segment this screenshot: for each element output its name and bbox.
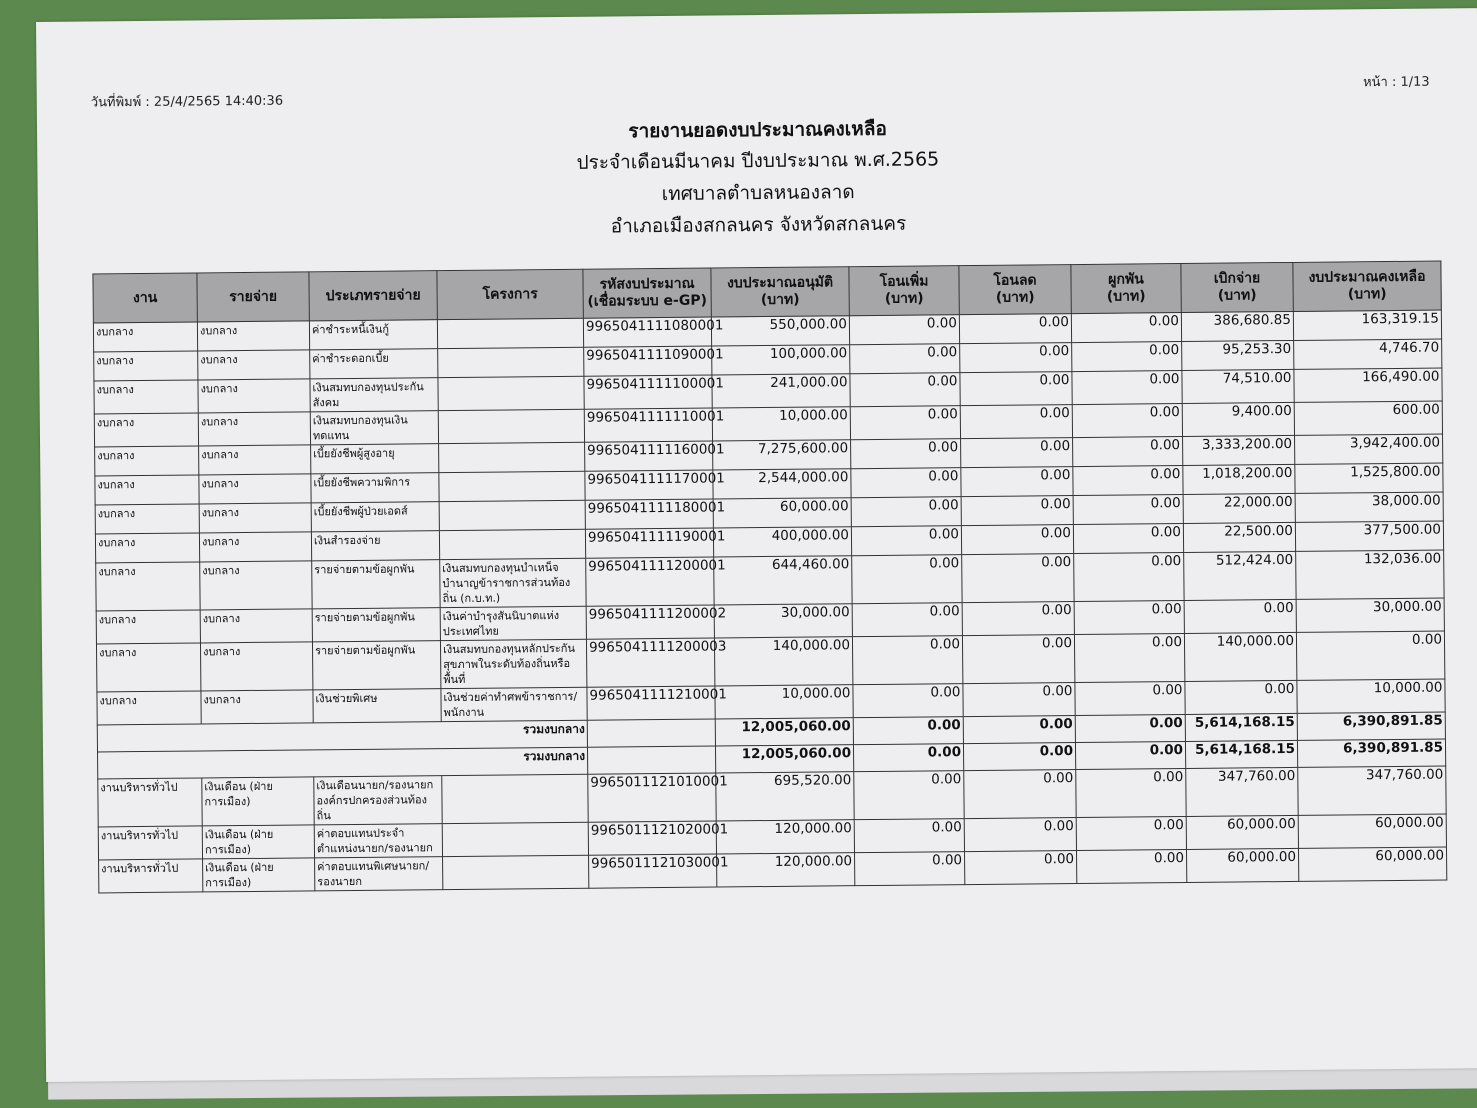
amount-cell: 1,018,200.00 [1183, 464, 1295, 494]
table-cell: งบกลาง [95, 504, 199, 534]
amount-cell: 0.00 [961, 496, 1073, 526]
budget-table [92, 261, 1447, 894]
amount-cell: 0.00 [960, 343, 1072, 373]
print-date: วันที่พิมพ์ : 25/4/2565 14:40:36 [90, 93, 284, 111]
column-header: โอนลด (บาท) [959, 265, 1071, 315]
total-label: รวมงบกลาง [98, 747, 588, 779]
table-cell: ค่าชำระหนี้เงินกู้ [309, 320, 437, 350]
total-value: 6,390,891.85 [1297, 712, 1445, 740]
amount-cell: 30,000.00 [1296, 598, 1444, 632]
amount-cell: 10,000.00 [715, 685, 853, 719]
amount-cell: 377,500.00 [1295, 521, 1443, 551]
total-value: 0.00 [963, 716, 1075, 744]
budget-code-cell: 9965041111090001 [584, 346, 712, 376]
amount-cell: 0.00 [961, 525, 1073, 555]
amount-cell: 0.00 [961, 467, 1073, 497]
amount-cell: 347,760.00 [1298, 766, 1446, 815]
amount-cell: 0.00 [852, 636, 962, 685]
table-cell: งานบริหารทั่วไป [98, 826, 202, 860]
table-cell [439, 500, 585, 530]
table-cell: งบกลาง [199, 503, 311, 533]
amount-cell: 166,490.00 [1294, 368, 1442, 402]
table-cell [437, 318, 583, 348]
amount-cell: 0.00 [1073, 524, 1183, 554]
amount-cell: 0.00 [1072, 404, 1182, 438]
table-cell: งบกลาง [199, 532, 311, 562]
table-cell: งบกลาง [96, 610, 200, 644]
amount-cell: 0.00 [1077, 849, 1187, 883]
table-cell: เงินเดือน (ฝ่ายการเมือง) [203, 858, 315, 892]
report-organization: เทศบาลตำบลหนองลาด [661, 181, 855, 206]
table-cell: เงินสมทบกองทุนประกันสังคม [310, 378, 438, 412]
amount-cell: 550,000.00 [711, 316, 849, 346]
column-header: งบประมาณคงเหลือ (บาท) [1293, 261, 1441, 311]
table-cell: งบกลาง [95, 446, 199, 476]
column-header: โครงการ [437, 269, 583, 319]
column-header: ผูกพัน (บาท) [1071, 264, 1181, 314]
amount-cell: 0.00 [852, 555, 962, 604]
amount-cell: 74,510.00 [1182, 369, 1294, 403]
table-cell: งบกลาง [94, 380, 198, 414]
table-cell: เงินสำรองจ่าย [311, 531, 439, 561]
amount-cell: 140,000.00 [714, 637, 852, 686]
amount-cell: 0.00 [1073, 466, 1183, 496]
table-cell: งบกลาง [200, 561, 312, 610]
table-cell: งบกลาง [198, 412, 310, 446]
amount-cell: 0.00 [850, 406, 960, 440]
total-value: 12,005,060.00 [715, 745, 853, 773]
total-value: 12,005,060.00 [715, 718, 853, 746]
amount-cell: 695,520.00 [716, 772, 854, 821]
amount-cell: 9,400.00 [1182, 402, 1294, 436]
amount-cell: 22,000.00 [1183, 493, 1295, 523]
budget-code-cell: 9965041111200002 [586, 605, 714, 639]
table-cell: เงินสมทบกองทุนบำเหน็จบำนาญข้าราชการส่วนท้องถิ่น (ก.บ.ท.) [440, 558, 586, 607]
column-header: งบประมาณอนุมัติ (บาท) [711, 267, 849, 317]
amount-cell: 347,760.00 [1186, 767, 1298, 816]
amount-cell: 60,000.00 [1298, 814, 1446, 848]
amount-cell: 0.00 [851, 497, 961, 527]
amount-cell: 10,000.00 [712, 407, 850, 441]
table-cell: เบี้ยยังชีพความพิการ [311, 473, 439, 503]
budget-code-cell: 9965041111110001 [584, 408, 712, 442]
amount-cell: 386,680.85 [1181, 311, 1293, 341]
table-cell: เงินสมทบกองทุนหลักประกันสุขภาพในระดับท้องถิ่นหรือพื้นที่ [440, 639, 586, 688]
amount-cell: 0.00 [1076, 816, 1186, 850]
total-value: 0.00 [1075, 741, 1185, 769]
amount-cell: 0.00 [962, 602, 1074, 636]
amount-cell: 0.00 [854, 819, 964, 853]
amount-cell: 0.00 [961, 438, 1073, 468]
table-body [93, 310, 1446, 893]
amount-cell: 0.00 [960, 405, 1072, 439]
table-cell [438, 376, 584, 410]
budget-code-cell: 9965041111160001 [585, 441, 713, 471]
budget-code-cell: 9965011121010001 [588, 773, 716, 822]
amount-cell: 0.00 [1184, 599, 1296, 633]
total-value: 0.00 [963, 743, 1075, 771]
table-cell: ค่าชำระดอกเบี้ย [310, 349, 438, 379]
amount-cell: 0.00 [1074, 634, 1184, 683]
table-cell: เงินค่าบำรุงสันนิบาตแห่งประเทศไทย [440, 606, 586, 640]
amount-cell: 60,000.00 [1186, 815, 1298, 849]
table-cell [438, 409, 584, 443]
amount-cell: 0.00 [962, 554, 1074, 603]
budget-code-cell: 9965011121020001 [588, 821, 716, 855]
amount-cell: 0.00 [850, 373, 960, 407]
table-cell: รายจ่ายตามข้อผูกพัน [312, 641, 440, 690]
amount-cell: 0.00 [1072, 342, 1182, 372]
amount-cell: 0.00 [854, 771, 964, 820]
table-cell: งบกลาง [94, 413, 198, 447]
table-cell: งบกลาง [201, 690, 313, 724]
table-cell: งบกลาง [200, 642, 312, 691]
table-cell: รายจ่ายตามข้อผูกพัน [312, 560, 440, 609]
amount-cell: 0.00 [1073, 495, 1183, 525]
table-cell [587, 746, 715, 774]
table-cell: งบกลาง [95, 475, 199, 505]
amount-cell: 0.00 [1073, 437, 1183, 467]
amount-cell: 0.00 [1075, 682, 1185, 716]
amount-cell: 120,000.00 [716, 820, 854, 854]
table-cell: เงินเดือนนายก/รองนายกองค์กรปกครองส่วนท้องถิ่น [314, 776, 442, 825]
amount-cell: 0.00 [855, 852, 965, 886]
amount-cell: 0.00 [1072, 371, 1182, 405]
amount-cell: 0.00 [849, 315, 959, 345]
table-cell: เบี้ยยังชีพผู้ป่วยเอดส์ [311, 502, 439, 532]
table-cell: งบกลาง [199, 445, 311, 475]
table-cell [443, 855, 589, 889]
amount-cell: 512,424.00 [1184, 551, 1296, 600]
report-title: รายงานยอดงบประมาณคงเหลือ [628, 117, 887, 143]
amount-cell: 0.00 [1185, 680, 1297, 714]
amount-cell: 120,000.00 [717, 853, 855, 887]
amount-cell: 4,746.70 [1294, 339, 1442, 369]
column-header: เบิกจ่าย (บาท) [1181, 262, 1293, 312]
table-cell: งบกลาง [96, 643, 200, 692]
amount-cell: 38,000.00 [1295, 492, 1443, 522]
amount-cell: 95,253.30 [1182, 340, 1294, 370]
column-header: รายจ่าย [197, 272, 309, 322]
amount-cell: 0.00 [852, 603, 962, 637]
amount-cell: 0.00 [1071, 313, 1181, 343]
amount-cell: 30,000.00 [714, 604, 852, 638]
table-cell: งบกลาง [95, 533, 199, 563]
amount-cell: 0.00 [851, 439, 961, 469]
table-cell [439, 471, 585, 501]
amount-cell: 0.00 [1076, 768, 1186, 817]
total-value: 0.00 [853, 717, 963, 745]
table-cell: งบกลาง [200, 609, 312, 643]
budget-code-cell: 9965011121030001 [589, 854, 717, 888]
amount-cell: 132,036.00 [1296, 550, 1444, 599]
table-cell [439, 529, 585, 559]
amount-cell: 0.00 [1074, 553, 1184, 602]
total-label: รวมงบกลาง [97, 720, 587, 752]
amount-cell: 644,460.00 [714, 556, 852, 605]
table-cell: งบกลาง [199, 474, 311, 504]
table-cell: เงินช่วยพิเศษ [313, 689, 441, 723]
amount-cell: 0.00 [959, 314, 1071, 344]
table-cell: งบกลาง [93, 322, 197, 352]
column-header: โอนเพิ่ม (บาท) [849, 266, 959, 316]
amount-cell: 0.00 [851, 526, 961, 556]
amount-cell: 7,275,600.00 [713, 440, 851, 470]
total-value: 0.00 [853, 744, 963, 772]
amount-cell: 0.00 [964, 770, 1076, 819]
column-header: ประเภทรายจ่าย [309, 271, 437, 321]
amount-cell: 0.00 [1074, 601, 1184, 635]
amount-cell: 140,000.00 [1184, 632, 1296, 681]
amount-cell: 60,000.00 [1298, 847, 1446, 881]
amount-cell: 100,000.00 [712, 345, 850, 375]
table-cell: เงินเดือน (ฝ่ายการเมือง) [202, 825, 314, 859]
table-cell: งบกลาง [197, 321, 309, 351]
amount-cell: 600.00 [1294, 401, 1442, 435]
table-cell [442, 774, 588, 823]
table-cell: งบกลาง [198, 379, 310, 413]
amount-cell: 0.00 [964, 818, 1076, 852]
amount-cell: 0.00 [853, 684, 963, 718]
amount-cell: 22,500.00 [1183, 522, 1295, 552]
budget-code-cell: 9965041111210001 [587, 686, 715, 720]
table-cell [587, 719, 715, 747]
budget-code-cell: 9965041111200003 [586, 638, 714, 687]
amount-cell: 0.00 [851, 468, 961, 498]
total-value: 5,614,168.15 [1185, 740, 1297, 768]
table-cell: รายจ่ายตามข้อผูกพัน [312, 608, 440, 642]
table-cell: เงินเดือน (ฝ่ายการเมือง) [202, 777, 314, 826]
column-header: งาน [93, 273, 197, 323]
amount-cell: 0.00 [960, 372, 1072, 406]
table-cell: งานบริหารทั่วไป [98, 778, 202, 827]
table-cell: งบกลาง [94, 351, 198, 381]
amount-cell: 0.00 [965, 851, 1077, 885]
amount-cell: 3,333,200.00 [1183, 435, 1295, 465]
amount-cell: 0.00 [963, 683, 1075, 717]
amount-cell: 241,000.00 [712, 374, 850, 408]
amount-cell: 163,319.15 [1293, 310, 1441, 340]
table-cell: ค่าตอบแทนพิเศษนายก/รองนายก [315, 857, 443, 891]
column-header: รหัสงบประมาณ (เชื่อมระบบ e-GP) [583, 268, 711, 318]
table-cell: งบกลาง [198, 350, 310, 380]
amount-cell: 60,000.00 [1186, 848, 1298, 882]
table-cell [439, 442, 585, 472]
budget-code-cell: 9965041111180001 [585, 499, 713, 529]
amount-cell: 400,000.00 [713, 527, 851, 557]
amount-cell: 60,000.00 [713, 498, 851, 528]
table-cell: งบกลาง [96, 562, 200, 611]
amount-cell: 1,525,800.00 [1295, 463, 1443, 493]
table-cell [442, 822, 588, 856]
budget-code-cell: 9965041111200001 [586, 557, 714, 606]
amount-cell: 2,544,000.00 [713, 469, 851, 499]
table-cell: เงินสมทบกองทุนเงินทดแทน [310, 411, 438, 445]
report-page [36, 8, 1477, 1082]
report-period: ประจำเดือนมีนาคม ปีงบประมาณ พ.ศ.2565 [576, 148, 940, 174]
amount-cell: 10,000.00 [1297, 679, 1445, 713]
report-titles [37, 108, 1477, 248]
budget-code-cell: 9965041111170001 [585, 470, 713, 500]
amount-cell: 0.00 [850, 344, 960, 374]
budget-code-cell: 9965041111080001 [583, 317, 711, 347]
budget-code-cell: 9965041111100001 [584, 375, 712, 409]
table-cell: งานบริหารทั่วไป [99, 859, 203, 893]
amount-cell: 0.00 [962, 635, 1074, 684]
total-value: 6,390,891.85 [1297, 739, 1445, 767]
table-cell [438, 347, 584, 377]
amount-cell: 3,942,400.00 [1295, 434, 1443, 464]
table-cell: เงินช่วยค่าทำศพข้าราชการ/พนักงาน [441, 687, 587, 721]
total-value: 5,614,168.15 [1185, 713, 1297, 741]
total-value: 0.00 [1075, 715, 1185, 743]
budget-code-cell: 9965041111190001 [585, 528, 713, 558]
table-cell: งบกลาง [97, 691, 201, 725]
page-number: หน้า : 1/13 [1362, 74, 1430, 91]
table-cell: ค่าตอบแทนประจำตำแหน่งนายก/รองนายก [314, 824, 442, 858]
report-location: อำเภอเมืองสกลนคร จังหวัดสกลนคร [610, 212, 907, 238]
amount-cell: 0.00 [1296, 631, 1444, 680]
table-cell: เบี้ยยังชีพผู้สูงอายุ [311, 444, 439, 474]
